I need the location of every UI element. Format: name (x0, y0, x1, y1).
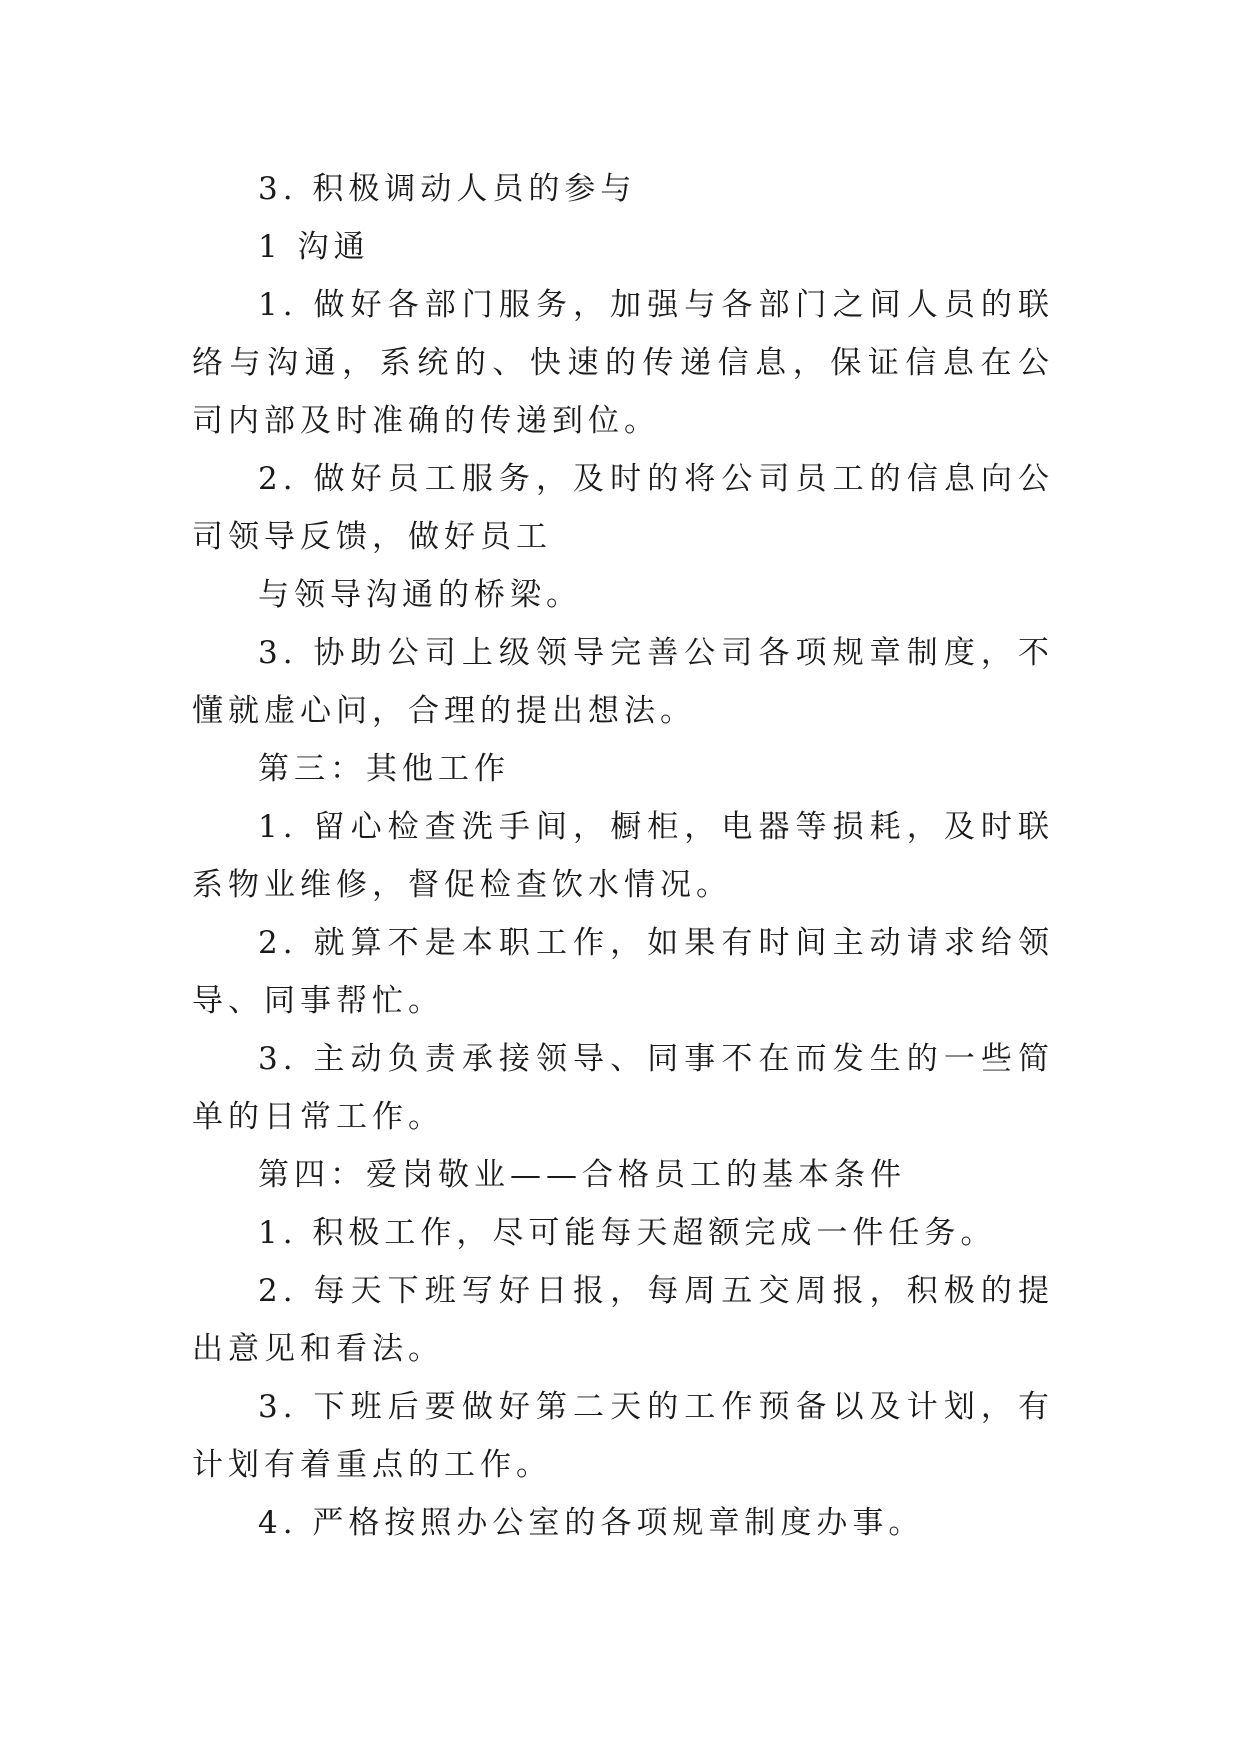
document-body (192, 160, 1054, 1552)
paragraph: 4. 严格按照办公室的各项规章制度办事。 (258, 1505, 925, 1541)
paragraph: 3. 积极调动人员的参与 (258, 171, 637, 207)
paragraph: 1 沟通 (258, 229, 370, 265)
section-heading: 第四：爱岗敬业——合格员工的基本条件 (258, 1157, 906, 1193)
paragraph: 3. 主动负责承接领导、同事不在而发生的一些简单的日常工作。 (192, 1041, 1054, 1135)
paragraph: 2. 每天下班写好日报，每周五交周报，积极的提出意见和看法。 (192, 1273, 1054, 1367)
section-heading: 第三：其他工作 (258, 751, 510, 787)
paragraph: 与领导沟通的桥梁。 (258, 577, 582, 613)
paragraph: 2. 做好员工服务，及时的将公司员工的信息向公司领导反馈，做好员工 (192, 461, 1054, 555)
paragraph: 1. 积极工作，尽可能每天超额完成一件任务。 (258, 1215, 997, 1251)
paragraph: 1. 留心检查洗手间，橱柜，电器等损耗，及时联系物业维修，督促检查饮水情况。 (192, 809, 1054, 903)
paragraph: 3. 下班后要做好第二天的工作预备以及计划，有计划有着重点的工作。 (192, 1389, 1054, 1483)
paragraph: 2. 就算不是本职工作，如果有时间主动请求给领导、同事帮忙。 (192, 925, 1054, 1019)
paragraph: 3. 协助公司上级领导完善公司各项规章制度，不懂就虚心问，合理的提出想法。 (192, 635, 1054, 729)
paragraph: 1. 做好各部门服务，加强与各部门之间人员的联络与沟通，系统的、快速的传递信息，保证信息在公司内部及时准确的传递到位。 (192, 287, 1054, 439)
